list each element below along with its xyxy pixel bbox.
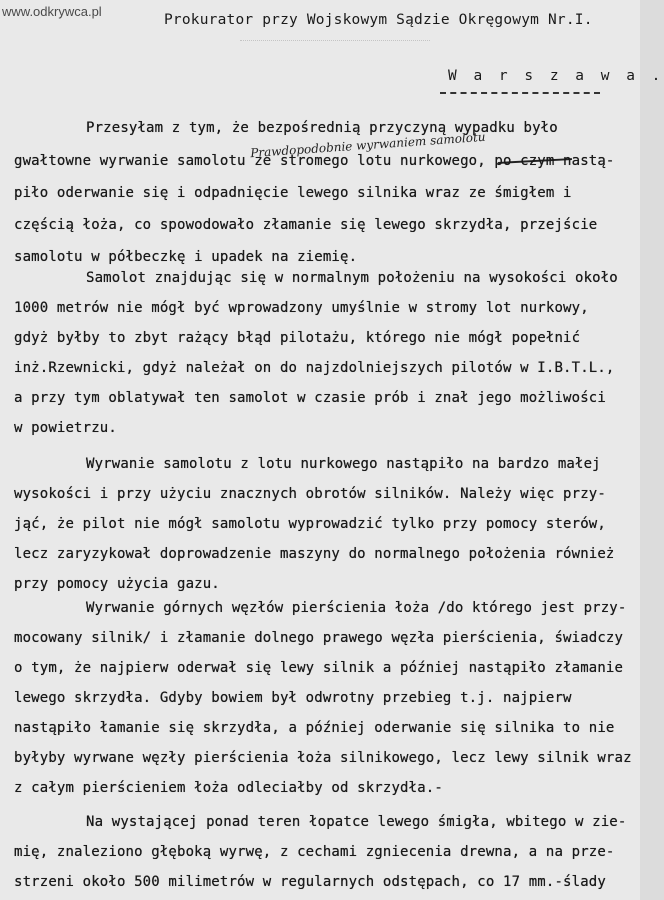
text-line: wysokości i przy użyciu znacznych obrotów silników. Należy więc przy- (14, 486, 606, 502)
text-line: inż.Rzewnicki, gdyż należał on do najzdolniejszych pilotów w I.B.T.L., (14, 360, 615, 376)
faded-stamp (240, 40, 430, 67)
text-line: częścią łoża, co spowodowało złamanie się lewego skrzydła, przejście (14, 217, 598, 233)
text-line: przy pomocy użycia gazu. (14, 576, 220, 592)
text-line: mię, znaleziono głęboką wyrwę, z cechami zgniecenia drewna, a na prze- (14, 844, 615, 860)
text-line: o tym, że najpierw oderwał się lewy silnik a później nastąpiło złamanie (14, 660, 624, 676)
text-line: a przy tym oblatywał ten samolot w czasie prób i znał jego możliwości (14, 390, 606, 406)
text-line: mocowany silnik/ i złamanie dolnego prawego węzła pierścienia, świadczy (14, 630, 624, 646)
addressee-heading: Prokurator przy Wojskowym Sądzie Okręgowym Nr.I. (164, 12, 593, 28)
city-underline (440, 92, 600, 94)
text-line: byłyby wyrwane węzły pierścienia łoża silnikowego, lecz lewy silnik wraz (14, 750, 632, 766)
text-line: Samolot znajdując się w normalnym położeniu na wysokości około (86, 270, 618, 286)
text-line: gdyż byłby to zbyt rażący błąd pilotażu, którego nie mógł popełnić (14, 330, 581, 346)
text-line: z całym pierścieniem łoża odleciałby od skrzydła.- (14, 780, 443, 796)
text-line: w powietrzu. (14, 420, 117, 436)
text-line: Wyrwanie samolotu z lotu nurkowego nastąpiło na bardzo małej (86, 456, 601, 472)
text-line: lewego skrzydła. Gdyby bowiem był odwrotny przebieg t.j. najpierw (14, 690, 572, 706)
text-line: Wyrwanie górnych węzłów pierścienia łoża /do którego jest przy- (86, 600, 627, 616)
text-line: lecz zaryzykował doprowadzenie maszyny do normalnego położenia również (14, 546, 615, 562)
text-line: piło oderwanie się i odpadnięcie lewego silnika wraz ze śmigłem i (14, 185, 572, 201)
text-line: jąć, że pilot nie mógł samolotu wyprowadzić tylko przy pomocy sterów, (14, 516, 606, 532)
text-line: 1000 metrów nie mógł być wprowadzony umyślnie w stromy lot nurkowy, (14, 300, 589, 316)
text-line: gwałtowne wyrwanie samolotu ze stromego lotu nurkowego, po czym nastą- (14, 153, 615, 169)
city-heading: W a r s z a w a . (448, 68, 664, 84)
text-line: Przesyłam z tym, że bezpośrednią przyczyną wypadku było (86, 120, 558, 136)
handwritten-insert: Prawdopodobnie wyrwaniem samolotu (249, 129, 486, 161)
text-line: strzeni około 500 milimetrów w regularnych odstępach, co 17 mm.-ślady (14, 874, 606, 890)
watermark: www.odkrywca.pl (2, 4, 102, 19)
text-line: nastąpiło łamanie się skrzydła, a później oderwanie się silnika to nie (14, 720, 615, 736)
text-line: samolotu w półbeczkę i upadek na ziemię. (14, 249, 358, 265)
text-line: Na wystającej ponad teren łopatce lewego śmigła, wbitego w zie- (86, 814, 627, 830)
